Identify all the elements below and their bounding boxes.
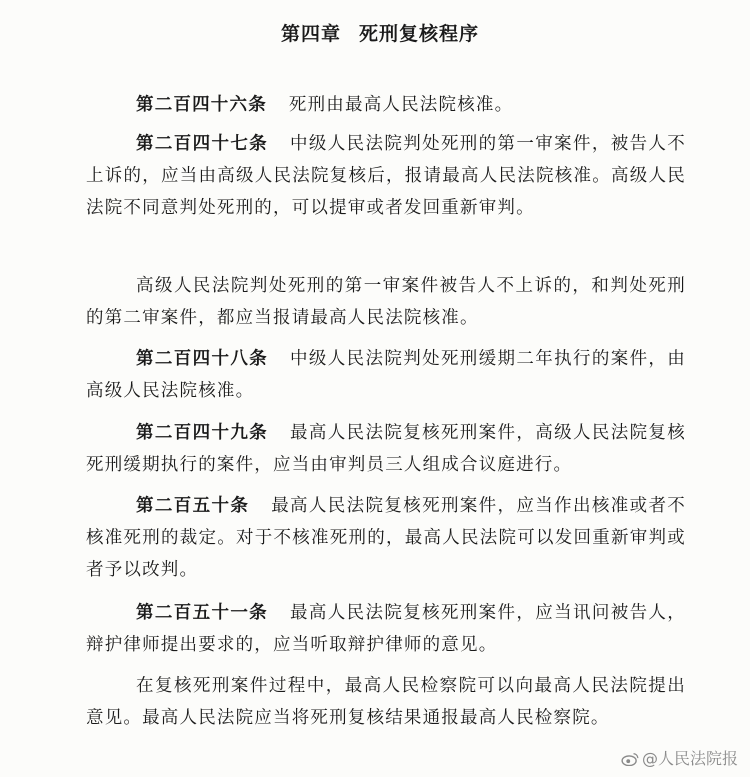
- article-number: 第二百四十九条: [136, 423, 269, 443]
- article-248: [86, 343, 686, 407]
- article-247-paragraph-2: [86, 270, 686, 334]
- article-number: 第二百四十八条: [136, 349, 269, 369]
- article-text: 最高人民法院复核死刑案件，应当作出核准或者不核准死刑的裁定。对于不核准死刑的，最高人民法院可以发回重新审判或者予以改判。: [86, 496, 687, 580]
- chapter-name: 死刑复核程序: [359, 23, 480, 45]
- article-251-paragraph-2: [86, 670, 686, 734]
- article-text: 中级人民法院判处死刑的第一审案件，被告人不上诉的，应当由高级人民法院复核后，报请最高人民法院核准。高级人民法院不同意判处死刑的，可以提审或者发回重新审判。: [86, 134, 686, 218]
- watermark-text: @人民法院报: [641, 749, 738, 768]
- weibo-icon: [621, 752, 639, 766]
- article-text: 最高人民法院复核死刑案件，应当讯问被告人，辩护律师提出要求的，应当听取辩护律师的意见。: [86, 603, 686, 655]
- article-246: [86, 89, 686, 121]
- chapter-title: [281, 19, 479, 46]
- article-number: 第二百四十六条: [136, 95, 267, 115]
- article-text: 中级人民法院判处死刑缓期二年执行的案件，由高级人民法院核准。: [86, 349, 686, 401]
- chapter-number: 第四章: [281, 23, 342, 45]
- article-number: 第二百五十一条: [136, 603, 269, 623]
- article-text: 最高人民法院复核死刑案件，高级人民法院复核死刑缓期执行的案件，应当由审判员三人组成合议庭进行。: [86, 423, 686, 475]
- paragraph-text: 在复核死刑案件过程中，最高人民检察院可以向最高人民法院提出意见。最高人民法院应当将死刑复核结果通报最高人民检察院。: [86, 676, 686, 728]
- paragraph-text: 高级人民法院判处死刑的第一审案件被告人不上诉的，和判处死刑的第二审案件，都应当报请最高人民法院核准。: [86, 276, 686, 328]
- source-watermark: [621, 746, 738, 769]
- article-247: [86, 128, 686, 224]
- article-number: 第二百五十条: [136, 496, 250, 516]
- article-number: 第二百四十七条: [136, 134, 269, 154]
- article-250: [86, 490, 686, 586]
- article-251: [86, 597, 686, 661]
- article-249: [86, 417, 686, 481]
- article-text: 死刑由最高人民法院核准。: [288, 95, 514, 115]
